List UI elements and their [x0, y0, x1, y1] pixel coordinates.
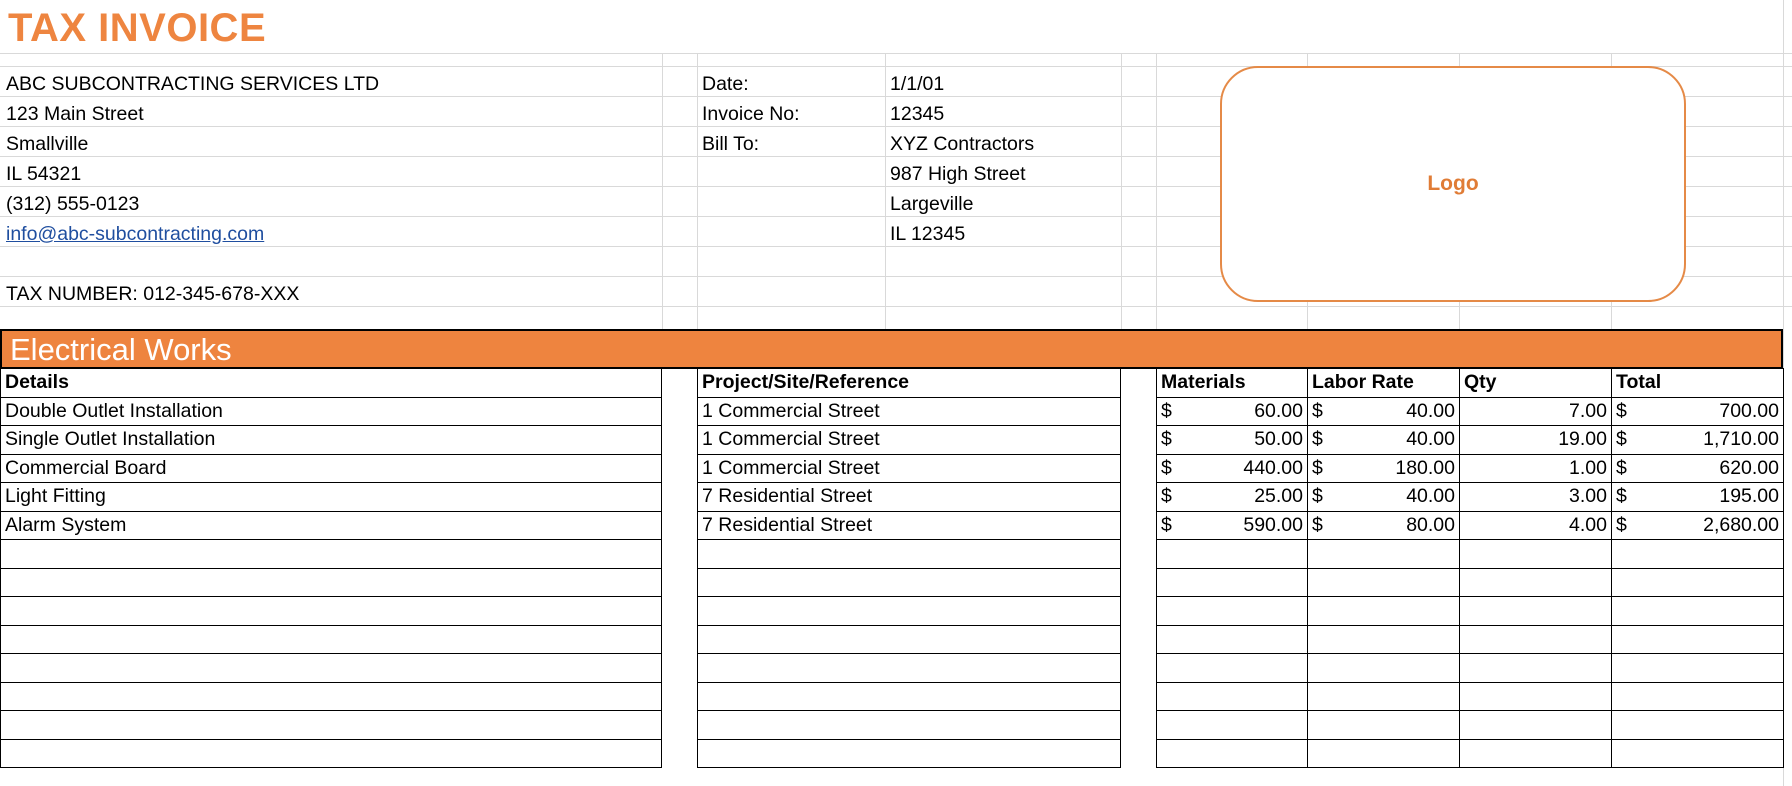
- project-cell: 1 Commercial Street: [698, 454, 1121, 483]
- company-state-zip: IL 54321: [6, 163, 82, 185]
- materials-cell: [1157, 483, 1308, 512]
- table-row: [1157, 511, 1784, 540]
- qty-cell: 3.00: [1460, 483, 1612, 512]
- materials-cell: [1157, 568, 1308, 597]
- table-row: [698, 625, 1121, 654]
- company-name: ABC SUBCONTRACTING SERVICES LTD: [6, 73, 380, 95]
- currency-symbol: $: [1161, 399, 1172, 422]
- currency-value: [1161, 514, 1303, 537]
- table-row: [698, 454, 1121, 483]
- invoice-title: TAX INVOICE: [8, 6, 267, 50]
- section-header: [0, 329, 1783, 369]
- labor-rate-cell: [1308, 739, 1460, 768]
- table-row: [698, 511, 1121, 540]
- table-row: [1, 397, 662, 426]
- amount-value: 180.00: [1395, 456, 1455, 479]
- total-cell: [1612, 483, 1784, 512]
- materials-cell: [1157, 511, 1308, 540]
- qty-cell: [1460, 540, 1612, 569]
- labor-rate-cell: [1308, 711, 1460, 740]
- header-labor-rate: Labor Rate: [1308, 369, 1460, 398]
- project-cell: 7 Residential Street: [698, 511, 1121, 540]
- header-qty: Qty: [1460, 369, 1612, 398]
- logo-label: Logo: [1427, 172, 1479, 195]
- project-cell: [698, 739, 1121, 768]
- project-table: [697, 368, 1121, 768]
- gridline: [662, 53, 663, 330]
- details-cell: [1, 654, 662, 683]
- details-cell: Commercial Board: [1, 454, 662, 483]
- table-row: [1157, 597, 1784, 626]
- currency-value: [1616, 428, 1779, 451]
- table-row: [1157, 454, 1784, 483]
- amount-value: 40.00: [1406, 428, 1455, 451]
- table-row: [698, 568, 1121, 597]
- qty-cell: [1460, 682, 1612, 711]
- materials-cell: [1157, 597, 1308, 626]
- table-row: [1, 483, 662, 512]
- table-row: [1157, 711, 1784, 740]
- amount-value: 80.00: [1406, 513, 1455, 536]
- details-cell: [1, 682, 662, 711]
- table-row: [1157, 568, 1784, 597]
- materials-cell: [1157, 739, 1308, 768]
- labor-rate-cell: [1308, 397, 1460, 426]
- table-row: [1, 625, 662, 654]
- labor-rate-cell: [1308, 625, 1460, 654]
- table-row: [1, 511, 662, 540]
- table-row: [698, 483, 1121, 512]
- table-row: [1, 739, 662, 768]
- table-row: [698, 711, 1121, 740]
- header-project: Project/Site/Reference: [698, 369, 1121, 398]
- qty-cell: [1460, 568, 1612, 597]
- header-details: Details: [1, 369, 662, 398]
- table-row: [1157, 397, 1784, 426]
- company-street: 123 Main Street: [6, 103, 144, 125]
- materials-cell: [1157, 654, 1308, 683]
- qty-cell: 4.00: [1460, 511, 1612, 540]
- currency-value: [1312, 514, 1455, 537]
- bill-to-city: Largeville: [890, 193, 974, 215]
- materials-cell: [1157, 454, 1308, 483]
- qty-cell: 7.00: [1460, 397, 1612, 426]
- date-value: 1/1/01: [890, 73, 945, 95]
- labor-rate-cell: [1308, 568, 1460, 597]
- currency-symbol: $: [1616, 513, 1627, 536]
- materials-cell: [1157, 426, 1308, 455]
- currency-symbol: $: [1312, 485, 1323, 508]
- amount-value: 60.00: [1254, 399, 1303, 422]
- table-row: [1157, 739, 1784, 768]
- details-cell: Alarm System: [1, 511, 662, 540]
- table-row: [698, 739, 1121, 768]
- currency-value: [1161, 485, 1303, 508]
- amount-value: 700.00: [1719, 399, 1779, 422]
- company-city: Smallville: [6, 133, 89, 155]
- section-title: Electrical Works: [10, 332, 232, 367]
- table-row: [1, 454, 662, 483]
- labor-rate-cell: [1308, 597, 1460, 626]
- table-row: [698, 682, 1121, 711]
- company-email-link[interactable]: info@abc-subcontracting.com: [6, 223, 265, 245]
- gridline: [697, 53, 698, 330]
- project-cell: [698, 597, 1121, 626]
- details-cell: Light Fitting: [1, 483, 662, 512]
- total-cell: [1612, 511, 1784, 540]
- details-table: [0, 368, 662, 768]
- bill-to-street: 987 High Street: [890, 163, 1026, 185]
- labor-rate-cell: [1308, 426, 1460, 455]
- table-row: [1, 568, 662, 597]
- labor-rate-cell: [1308, 540, 1460, 569]
- table-row: [698, 426, 1121, 455]
- currency-value: [1161, 428, 1303, 451]
- table-row: [1, 597, 662, 626]
- qty-cell: 1.00: [1460, 454, 1612, 483]
- table-row: [1157, 483, 1784, 512]
- table-row: [698, 540, 1121, 569]
- total-cell: [1612, 654, 1784, 683]
- details-cell: [1, 568, 662, 597]
- qty-cell: [1460, 711, 1612, 740]
- currency-symbol: $: [1161, 456, 1172, 479]
- header-total: Total: [1612, 369, 1784, 398]
- qty-cell: [1460, 739, 1612, 768]
- project-cell: [698, 654, 1121, 683]
- total-cell: [1612, 568, 1784, 597]
- amount-value: 2,680.00: [1703, 513, 1779, 536]
- currency-symbol: $: [1161, 485, 1172, 508]
- currency-symbol: $: [1161, 513, 1172, 536]
- invoice-no-label: Invoice No:: [702, 103, 800, 125]
- table-row: [1, 540, 662, 569]
- currency-value: [1161, 400, 1303, 423]
- currency-symbol: $: [1312, 399, 1323, 422]
- details-cell: [1, 625, 662, 654]
- project-cell: [698, 711, 1121, 740]
- labor-rate-cell: [1308, 682, 1460, 711]
- currency-value: [1312, 400, 1455, 423]
- table-row: [1, 711, 662, 740]
- project-cell: 7 Residential Street: [698, 483, 1121, 512]
- gridline: [1156, 53, 1157, 330]
- amount-value: 25.00: [1254, 485, 1303, 508]
- table-row: [1157, 426, 1784, 455]
- total-cell: [1612, 597, 1784, 626]
- amount-value: 40.00: [1406, 399, 1455, 422]
- materials-cell: [1157, 397, 1308, 426]
- total-cell: [1612, 711, 1784, 740]
- qty-cell: 19.00: [1460, 426, 1612, 455]
- tax-number: TAX NUMBER: 012-345-678-XXX: [6, 283, 300, 305]
- labor-rate-cell: [1308, 483, 1460, 512]
- details-cell: [1, 739, 662, 768]
- project-cell: 1 Commercial Street: [698, 426, 1121, 455]
- gridline: [1121, 53, 1122, 330]
- total-cell: [1612, 397, 1784, 426]
- materials-cell: [1157, 625, 1308, 654]
- project-cell: [698, 625, 1121, 654]
- table-row: [1, 426, 662, 455]
- qty-cell: [1460, 654, 1612, 683]
- bill-to-name: XYZ Contractors: [890, 133, 1035, 155]
- qty-cell: [1460, 597, 1612, 626]
- materials-cell: [1157, 540, 1308, 569]
- date-label: Date:: [702, 73, 749, 95]
- details-cell: Single Outlet Installation: [1, 426, 662, 455]
- currency-symbol: $: [1616, 485, 1627, 508]
- invoice-no-value: 12345: [890, 103, 945, 125]
- total-cell: [1612, 540, 1784, 569]
- details-cell: [1, 597, 662, 626]
- total-cell: [1612, 625, 1784, 654]
- details-cell: [1, 540, 662, 569]
- materials-cell: [1157, 711, 1308, 740]
- qty-cell: [1460, 625, 1612, 654]
- project-cell: [698, 540, 1121, 569]
- labor-rate-cell: [1308, 654, 1460, 683]
- currency-value: [1616, 457, 1779, 480]
- table-row: [1, 682, 662, 711]
- header-materials: Materials: [1157, 369, 1308, 398]
- currency-symbol: $: [1161, 428, 1172, 451]
- amount-value: 590.00: [1243, 513, 1303, 536]
- amount-value: 195.00: [1719, 485, 1779, 508]
- currency-value: [1312, 428, 1455, 451]
- table-row: [698, 397, 1121, 426]
- currency-symbol: $: [1312, 513, 1323, 536]
- amount-value: 50.00: [1254, 428, 1303, 451]
- table-row: [1157, 625, 1784, 654]
- bill-to-state-zip: IL 12345: [890, 223, 966, 245]
- amount-value: 440.00: [1243, 456, 1303, 479]
- gridline: [0, 53, 1792, 54]
- project-cell: [698, 568, 1121, 597]
- amount-value: 1,710.00: [1703, 428, 1779, 451]
- labor-rate-cell: [1308, 511, 1460, 540]
- currency-symbol: $: [1616, 428, 1627, 451]
- currency-symbol: $: [1616, 456, 1627, 479]
- bill-to-label: Bill To:: [702, 133, 760, 155]
- currency-value: [1616, 485, 1779, 508]
- details-cell: [1, 711, 662, 740]
- details-cell: Double Outlet Installation: [1, 397, 662, 426]
- labor-rate-cell: [1308, 454, 1460, 483]
- table-row: [1157, 540, 1784, 569]
- currency-symbol: $: [1312, 428, 1323, 451]
- table-row: [698, 597, 1121, 626]
- amounts-table: [1156, 368, 1784, 768]
- project-cell: 1 Commercial Street: [698, 397, 1121, 426]
- currency-value: [1312, 457, 1455, 480]
- gridline: [885, 53, 886, 330]
- total-cell: [1612, 739, 1784, 768]
- currency-value: [1616, 400, 1779, 423]
- materials-cell: [1157, 682, 1308, 711]
- total-cell: [1612, 682, 1784, 711]
- amount-value: 40.00: [1406, 485, 1455, 508]
- company-phone: (312) 555-0123: [6, 193, 140, 215]
- currency-value: [1312, 485, 1455, 508]
- table-row: [1157, 682, 1784, 711]
- currency-value: [1161, 457, 1303, 480]
- logo-placeholder: [1220, 66, 1686, 302]
- table-row: [1157, 654, 1784, 683]
- currency-value: [1616, 514, 1779, 537]
- total-cell: [1612, 426, 1784, 455]
- amount-value: 620.00: [1719, 456, 1779, 479]
- currency-symbol: $: [1312, 456, 1323, 479]
- currency-symbol: $: [1616, 399, 1627, 422]
- table-row: [698, 654, 1121, 683]
- table-row: [1, 654, 662, 683]
- project-cell: [698, 682, 1121, 711]
- total-cell: [1612, 454, 1784, 483]
